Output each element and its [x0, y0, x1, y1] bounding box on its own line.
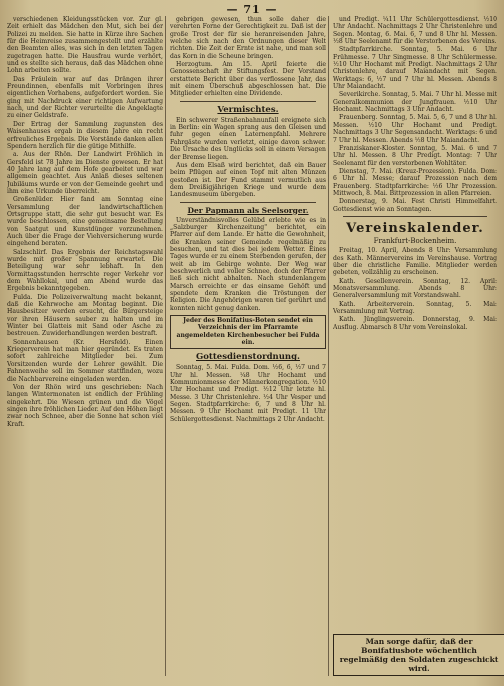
page-number: — 71 —	[226, 3, 278, 16]
article-paragraph: Donnerstag, 9. Mai. Fest Christi Himmelfahrt. Gottesdienst wie an Sonntagen.	[333, 198, 497, 213]
section-heading: Vereinskalender.	[346, 220, 484, 236]
article-paragraph: Franziskaner-Kloster. Sonntag, 5. Mai. 6 und 7 Uhr hl. Messen. 8 Uhr Predigt. Montag: 7 Uhr Seelenamt für den verstorbenen Wohltäter.	[333, 144, 497, 167]
column-rule	[165, 16, 166, 676]
column-right	[333, 16, 497, 638]
article-paragraph: Severikirche. Sonntag, 5. Mai. 7 Uhr hl. Messe mit Generalkommunion der Jungfrauen. ½10 Uhr Hochamt. Nachmittags 3 Uhr Andacht.	[333, 91, 497, 114]
article-paragraph: Unverständnisvolles Gelübd erlebte wie es in „Salzburger Kirchenzeitung" berichtet, ein Pfarrer auf dem Lande. Er hatte die Gewohnheit, die Kranken seiner Gemeinde regelmäßig zu besuchen, und tat dies bei jedem Wetter. Eines Tages wurde er zu einem Sterbenden gerufen, der weit ab im Gebirge wohnte. Der Weg war beschwerlich und voller Schnee, doch der Pfarrer ließ sich nicht abhalten. Nach stundenlangem Marsch erreichte er das einsame Gehöft und spendete dem Kranken die Tröstungen der Religion. Die Angehörigen waren tief gerührt und konnten nicht genug danken.	[170, 216, 326, 312]
article-paragraph: Freitag, 10. April, Abends 8 Uhr: Versammlung des Kath. Männervereins im Vereinshause. Vortrag über die christliche Familie. Mitglieder werden gebeten, vollzählig zu erscheinen.	[333, 247, 497, 277]
article-paragraph: Stadtpfarrkirche. Sonntag, 5. Mai. 6 Uhr Frühmesse. 7 Uhr Singmesse. 8 Uhr Schülermesse. ½10 Uhr Hochamt mit Predigt. Nachmittags 2 Uhr Christenlehre, darauf Maiandacht mit Segen. Werktags: 6, ½7 und 7 Uhr hl. Messen. Abends 8 Uhr Maiandacht.	[333, 46, 497, 91]
boxed-notice: Man sorge dafür, daß der Bonifatiusbote wöchentlich regelmäßig den Soldaten zugeschickt wird.	[333, 634, 504, 676]
article-paragraph: Herzogtum. Am 15. April feierte die Genossenschaft ihr Stiftungsfest. Der Vorstand erstattete Bericht über das verflossene Jahr, das mit einem Überschuß abgeschlossen hat. Die Mitglieder erhielten eine Dividende.	[170, 61, 326, 98]
section-subheading: Frankfurt-Bockenheim.	[373, 236, 457, 245]
article-paragraph: verschiedenen Kleidungsstücken vor. Zur gl. Zeit erhielt das Mädchen den Mut, sich bei der Polizei zu melden. Sie hatte in Kürze ihre Sachen für die Heimreise zusammengestellt und erzählte den Beamten alles, was sich in den letzten Tagen zugetragen hatte. Die Hausfrau wurde verhört, und es stellte sich heraus, daß das Mädchen ohne Lohn arbeiten sollte.	[7, 16, 163, 75]
article-paragraph: Kath. Jünglingsverein. Donnerstag, 9. Mai: Ausflug. Abmarsch 8 Uhr vom Vereinslokal.	[333, 316, 497, 331]
article-paragraph: Der Ertrag der Sammlung zugunsten des Waisenhauses ergab in diesem Jahre ein recht erfreuliches Ergebnis. Die Vorstände danken allen Spendern herzlich für die gütige Mithilfe.	[7, 120, 163, 150]
article-paragraph: Dienstag, 7. Mai. (Kreuz-Prozession). Fulda. Dom: 6 Uhr hl. Messe; darauf Prozession nach dem Frauenberg. Stadtpfarrkirche: ½6 Uhr Prozession. Mittwoch, 8. Mai. Bittprozession in allen Pfarreien.	[333, 167, 497, 197]
article-paragraph: Von der Rhön wird uns geschrieben: Nach langen Wintermonaten ist endlich der Frühling eingekehrt. Die Wiesen grünen und die Vögel singen ihre fröhlichen Lieder. Auf den Höhen liegt zwar noch Schnee, aber die Sonne hat schon viel Kraft.	[7, 383, 163, 428]
article-paragraph: gebrigen gewesen, thun solle daher die verehrten Forne der Gerechtigkeit zu. Daß ist der große Trost der für sie heranreisenden Jahre, welche sich nach den Ordnungen dieser Welt richten. Die Zeit der Ernte ist nahe, und man soll das Korn in die Scheune bringen.	[170, 16, 326, 60]
article-paragraph: Sonnenhausen (Kr. Hersfeld). Einen Kriegerverein hat man hier gegründet. Es traten sofort zahlreiche Mitglieder bei. Zum Vorsitzenden wurde der Lehrer gewählt. Die Fahnenweihe soll im Sommer stattfinden, wozu die Nachbarvereine eingeladen werden.	[7, 338, 163, 383]
article-paragraph: Großenlüder. Hier fand am Sonntag eine Versammlung der landwirtschaftlichen Ortsgruppe statt, die sehr gut besucht war. Es wurde beschlossen, eine gemeinsame Bestellung von Saatgut und Kunstdünger vorzunehmen. Auch über die Frage der Viehversicherung wurde eingehend beraten.	[7, 196, 163, 248]
column-middle	[170, 16, 326, 678]
article-paragraph: Sonntag, 5. Mai. Fulda. Dom. ½6, 6, ½7 und 7 Uhr hl. Messen. ¼8 Uhr Hochamt und Kommunionmesse der Männerkongregation. ½10 Uhr Hochamt und Predigt. ½12 Uhr letzte hl. Messe. 3 Uhr Christenlehre. ½4 Uhr Vesper und Segen. Stadtpfarrkirche: 6, 7 und 8 Uhr hl. Messen. 9 Uhr Hochamt mit Predigt. 11 Uhr Schülergottesdienst. Nachmittags 2 Uhr Andacht.	[170, 364, 326, 423]
section-heading: Vermischtes.	[217, 104, 279, 115]
article-paragraph: Fulda. Die Polizeiverwaltung macht bekannt, daß die Kehrwoche am Montag beginnt. Die Hausbesitzer werden ersucht, die Bürgersteige vor ihren Häusern sauber zu halten und im Winter bei Glatteis mit Sand oder Asche zu bestreuen. Zuwiderhandlungen werden bestraft.	[7, 293, 163, 338]
article-paragraph: Frauenberg. Sonntag, 5. Mai. 5, 6, 7 und 8 Uhr hl. Messen. ½10 Uhr Hochamt und Predigt. Nachmittags 3 Uhr Segensandacht. Werktags: 6 und 7 Uhr hl. Messen. Abends ½8 Uhr Maiandacht.	[333, 114, 497, 144]
article-paragraph: und Predigt. ¼11 Uhr Schülergottesdienst. ½10 Uhr Andacht. Nachmittags 2 Uhr Christenlehre und Segen. Montag, 6. Mai. 6, 7 und 8 Uhr hl. Messen. ½8 Uhr Seelenamt für die Verstorbenen des Vereins.	[333, 16, 497, 46]
article-paragraph: Kath. Gesellenverein. Sonntag, 12. April: Monatsversammlung. Abends 8 Uhr: Generalversammlung mit Vorstandswahl.	[333, 277, 497, 300]
divider	[343, 216, 487, 217]
article-paragraph: Ein schwerer Straßenbahnunfall ereignete sich in Berlin: ein Wagen sprang aus den Gleisen und fuhr gegen einen Laternenpfahl. Mehrere Fahrgäste wurden verletzt, einige davon schwer. Die Ursache des Unglücks soll in einem Versagen der Bremse liegen.	[170, 116, 326, 161]
section-heading: Gottesdienstordnung.	[196, 352, 300, 363]
column-rule	[328, 16, 329, 676]
section-heading: Der Papmann als Seelsorger.	[187, 205, 309, 215]
divider	[180, 202, 316, 203]
article-paragraph: Kath. Arbeiterverein. Sonntag, 5. Mai: Versammlung mit Vortrag.	[333, 300, 497, 316]
article-paragraph: a. Aus der Rhön. Der Landwirt Fröhlich in Gersfeld ist 78 Jahre im Dienste gewesen. Er hat 40 Jahre lang auf dem Hofe gearbeitet und war allgemein geachtet. Aus Anlaß dieses seltenen Jubiläums wurde er von der Gemeinde geehrt und ihm eine Urkunde überreicht.	[7, 151, 163, 195]
divider	[180, 101, 316, 102]
notice-text: Jeder des Bonifatius-Boten sendet ein Verzeichnis der im Pfarramte angemeldeten Kirchenbesucher bei Fulda ein.	[176, 317, 320, 347]
notice-box	[170, 315, 326, 349]
article-paragraph: Aus dem Elsaß wird berichtet, daß ein Bauer beim Pflügen auf einen Topf mit alten Münzen gestoßen ist. Der Fund stammt vermutlich aus dem Dreißigjährigen Kriege und wurde dem Landesmuseum übergeben.	[170, 161, 326, 199]
column-left	[7, 16, 163, 678]
article-paragraph: Salzschlirf. Das Ergebnis der Reichstagswahl wurde mit großer Spannung erwartet. Die Beteiligung war sehr lebhaft. In den Vormittagsstunden herrschte reger Verkehr vor dem Wahllokal, und am Abend wurde das Ergebnis bekanntgegeben.	[7, 248, 163, 293]
article-paragraph: Das Fräulein war auf das Drängen ihrer Freundinnen, ebenfalls mit Vorbringen ihres eigentlichen Vorhabens, aufgefordert worden. Sie ging mit Nachdruck einer richtigen Aufwartung nach, und der Richter verurteilte die Angeklagte zu einer Geldstrafe.	[7, 75, 163, 120]
